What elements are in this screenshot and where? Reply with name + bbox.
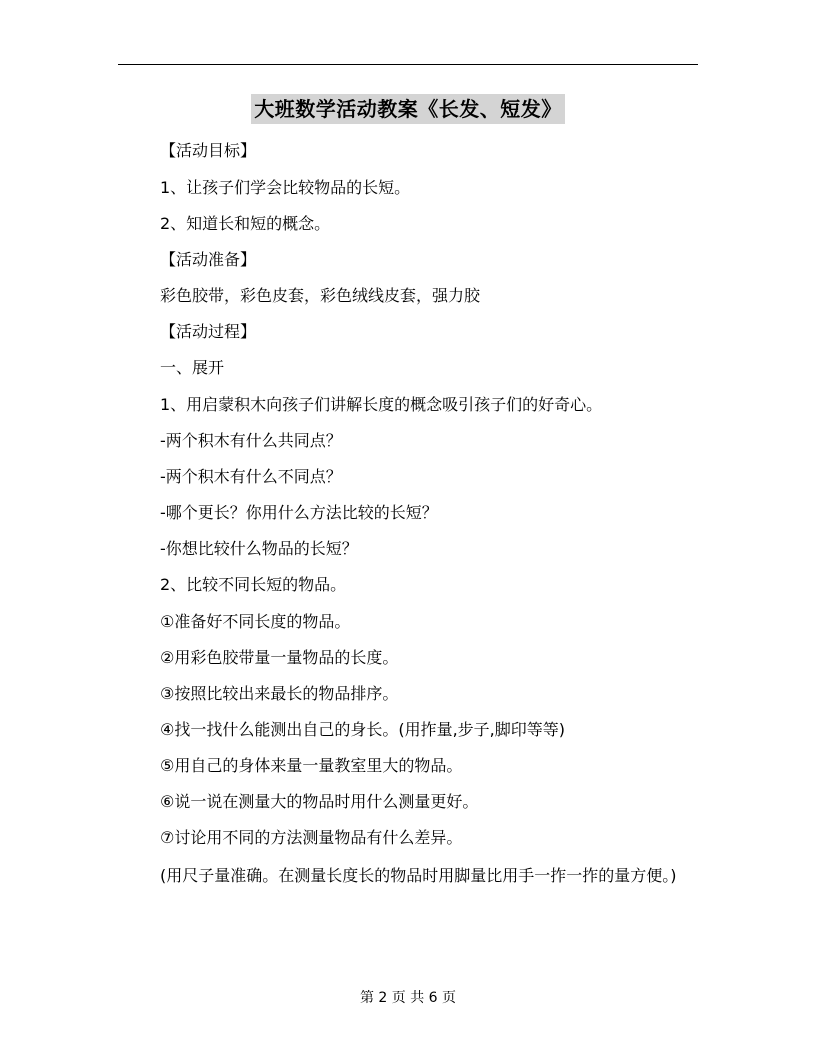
text-line: ②用彩色胶带量一量物品的长度。 <box>160 648 399 667</box>
text-line: -你想比较什么物品的长短？ <box>160 539 358 558</box>
section-heading-process: 【活动过程】 <box>160 322 257 341</box>
text-line: ①准备好不同长度的物品。 <box>160 612 351 631</box>
text-line: 1、让孩子们学会比较物品的长短。 <box>160 178 411 197</box>
text-line: 彩色胶带，彩色皮套，彩色绒线皮套，强力胶 <box>160 286 481 305</box>
page-footer: 第 2 页 共 6 页 <box>359 990 457 1006</box>
document-title: 大班数学活动教案《长发、短发》 <box>251 94 565 124</box>
text-line: 2、知道长和短的概念。 <box>160 214 331 233</box>
text-line: ③按照比较出来最长的物品排序。 <box>160 684 399 703</box>
text-line: 2、比较不同长短的物品。 <box>160 575 347 594</box>
section-heading-preparation: 【活动准备】 <box>160 250 257 269</box>
text-line: -哪个更长？你用什么方法比较的长短？ <box>160 503 438 522</box>
title-container <box>0 94 816 124</box>
closing-paragraph: (用尺子量准确。在测量长度长的物品时用脚量比用手一拃一拃的量方便。) <box>160 866 677 885</box>
text-line: ⑥说一说在测量大的物品时用什么测量更好。 <box>160 792 479 811</box>
text-line: ⑦讨论用不同的方法测量物品有什么差异。 <box>160 828 463 847</box>
text-line: 一、展开 <box>160 358 225 377</box>
text-line: -两个积木有什么共同点？ <box>160 431 342 450</box>
text-line: -两个积木有什么不同点？ <box>160 467 342 486</box>
header-rule <box>118 64 698 65</box>
section-heading-goals: 【活动目标】 <box>160 141 257 160</box>
text-line: ⑤用自己的身体来量一量教室里大的物品。 <box>160 756 463 775</box>
text-line: 1、用启蒙积木向孩子们讲解长度的概念吸引孩子们的好奇心。 <box>160 395 603 414</box>
text-line: ④找一找什么能测出自己的身长。(用拃量,步子,脚印等等) <box>160 720 566 739</box>
